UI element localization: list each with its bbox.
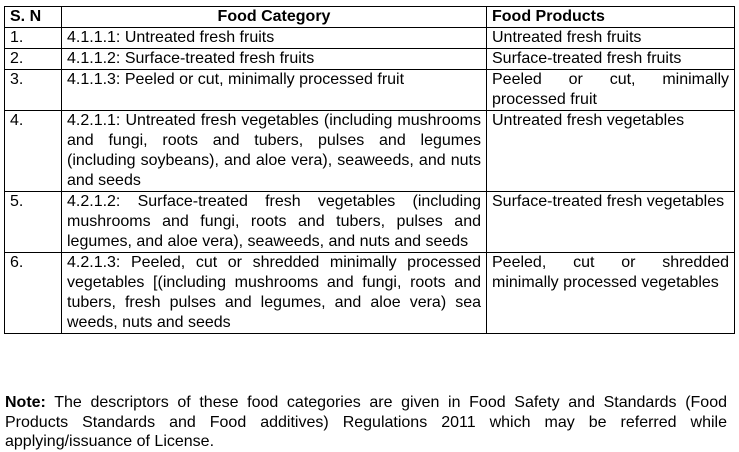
note-text: The descriptors of these food categories are given in Food Safety and Standards (Food Products Standards and Food additives) Regulations 2011 which may be referred while applying/issuance of License. <box>5 394 727 450</box>
row-sn: 3. <box>5 70 62 111</box>
row-sn: 5. <box>5 192 62 253</box>
license-note <box>5 393 727 452</box>
row-food-products: Surface-treated fresh vegetables <box>487 192 735 253</box>
row-sn: 4. <box>5 111 62 192</box>
header-food-products: Food Products <box>487 7 735 28</box>
row-food-products: Peeled or cut, minimally processed fruit <box>487 70 735 111</box>
table-header-row <box>5 7 735 28</box>
row-sn: 2. <box>5 49 62 70</box>
row-food-category: 4.2.1.1: Untreated fresh vegetables (including mushrooms and fungi, roots and tubers, pulses and legumes (including soybeans), and aloe vera), seaweeds, and nuts and seeds <box>62 111 487 192</box>
table-row <box>5 253 735 334</box>
table-row <box>5 192 735 253</box>
row-food-category: 4.1.1.2: Surface-treated fresh fruits <box>62 49 487 70</box>
table-row <box>5 49 735 70</box>
row-food-products: Untreated fresh fruits <box>487 28 735 49</box>
row-food-products: Peeled, cut or shredded minimally processed vegetables <box>487 253 735 334</box>
row-food-category: 4.2.1.2: Surface-treated fresh vegetables (including mushrooms and fungi, roots and tubers, pulses and legumes, and aloe vera), seaweeds, and nuts and seeds <box>62 192 487 253</box>
food-category-table <box>4 6 735 334</box>
row-sn: 1. <box>5 28 62 49</box>
header-sn: S. N <box>5 7 62 28</box>
row-food-products: Untreated fresh vegetables <box>487 111 735 192</box>
table-row <box>5 70 735 111</box>
row-food-category: 4.1.1.3: Peeled or cut, minimally processed fruit <box>62 70 487 111</box>
row-sn: 6. <box>5 253 62 334</box>
note-label: Note: <box>5 394 46 411</box>
row-food-category: 4.1.1.1: Untreated fresh fruits <box>62 28 487 49</box>
row-food-products: Surface-treated fresh fruits <box>487 49 735 70</box>
table-row <box>5 111 735 192</box>
header-food-category: Food Category <box>62 7 487 28</box>
table-row <box>5 28 735 49</box>
row-food-category: 4.2.1.3: Peeled, cut or shredded minimally processed vegetables [(including mushrooms and fungi, roots and tubers, fresh pulses and legumes, and aloe vera) sea weeds, nuts and seeds <box>62 253 487 334</box>
